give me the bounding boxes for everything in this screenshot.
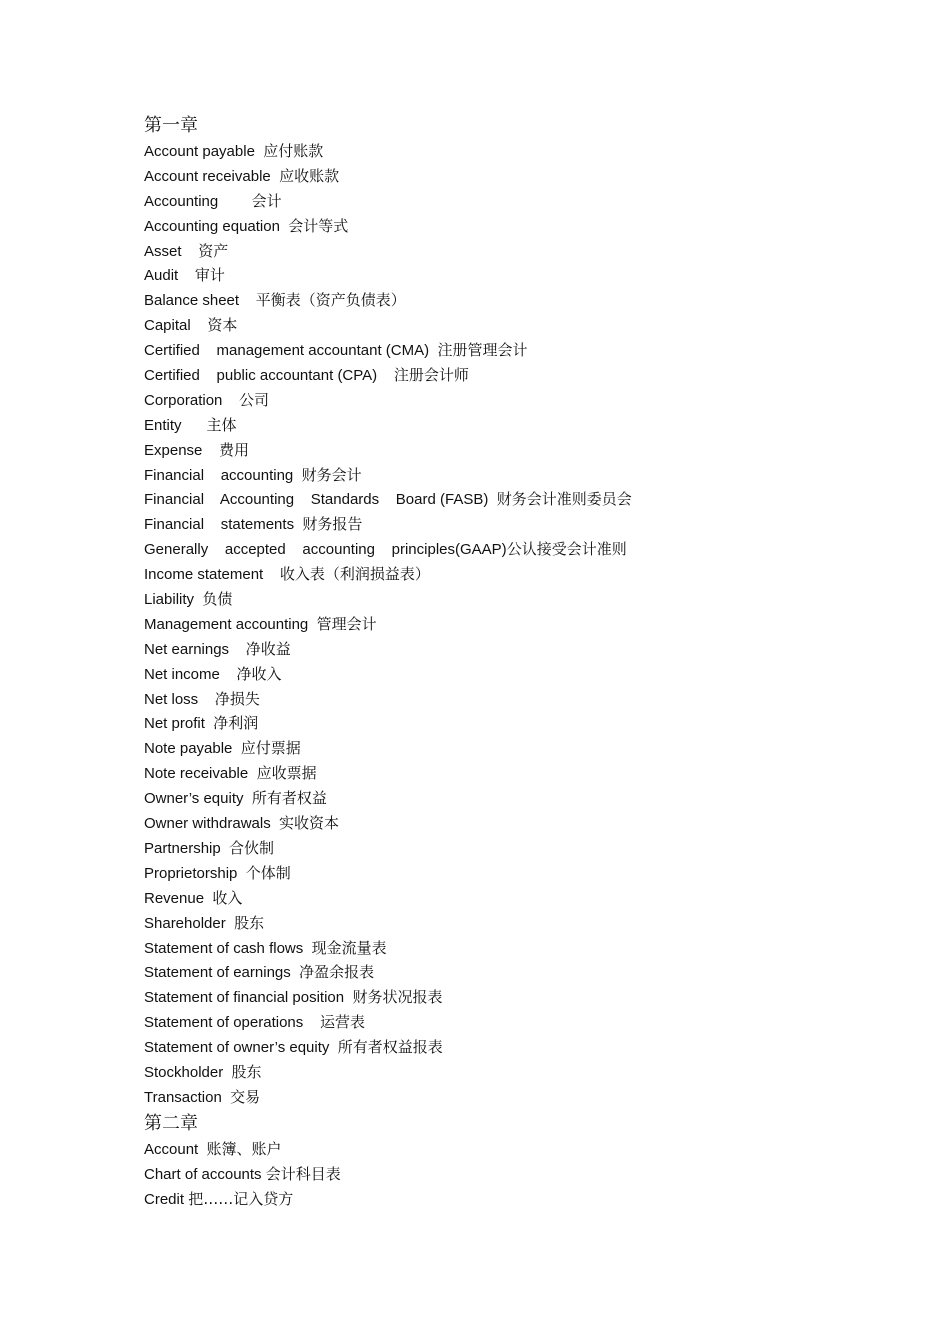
english-term: Stockholder xyxy=(144,1063,232,1081)
chinese-translation: 费用 xyxy=(219,440,250,459)
chinese-translation: 净收入 xyxy=(236,664,282,683)
chinese-translation: 把……记入贷方 xyxy=(188,1189,294,1208)
chinese-translation: 收入表（利润损益表） xyxy=(279,565,430,584)
glossary-entry xyxy=(144,263,844,288)
glossary-entry xyxy=(144,711,844,736)
chinese-translation: 审计 xyxy=(194,266,225,285)
english-term: Net profit xyxy=(144,715,214,733)
english-term: Partnership xyxy=(144,839,230,857)
glossary-entry xyxy=(144,239,844,264)
glossary-entry xyxy=(144,761,844,786)
chinese-translation: 现金流量表 xyxy=(311,938,387,957)
glossary-entry xyxy=(144,960,844,985)
glossary-entry xyxy=(144,811,844,836)
chinese-translation: 注册管理会计 xyxy=(437,341,528,360)
glossary-content xyxy=(144,112,844,1211)
english-term: Statement of cash flows xyxy=(144,939,312,957)
glossary-entry xyxy=(144,786,844,811)
chinese-translation: 净利润 xyxy=(213,714,259,733)
glossary-entry xyxy=(144,512,844,537)
chinese-translation: 应收票据 xyxy=(256,764,317,783)
glossary-entry xyxy=(144,438,844,463)
chinese-translation: 资产 xyxy=(198,241,229,260)
english-term: Revenue xyxy=(144,889,213,907)
glossary-entry xyxy=(144,288,844,313)
glossary-entry xyxy=(144,736,844,761)
chinese-translation: 净盈余报表 xyxy=(299,963,375,982)
glossary-entry xyxy=(144,413,844,438)
chinese-translation: 合伙制 xyxy=(229,838,275,857)
glossary-entry xyxy=(144,487,844,512)
chinese-translation: 会计科目表 xyxy=(265,1164,341,1183)
english-term: Transaction xyxy=(144,1088,231,1106)
english-term: Net loss xyxy=(144,690,215,708)
glossary-entry xyxy=(144,836,844,861)
chinese-translation: 应付票据 xyxy=(240,739,301,758)
english-term: Audit xyxy=(144,267,195,285)
chinese-translation: 主体 xyxy=(206,415,237,434)
english-term: Chart of accounts xyxy=(144,1165,266,1183)
chinese-translation: 财务报告 xyxy=(302,515,363,534)
glossary-entry xyxy=(144,214,844,239)
chinese-translation: 运营表 xyxy=(319,1013,365,1032)
glossary-entry xyxy=(144,313,844,338)
glossary-entry xyxy=(144,338,844,363)
english-term: Credit xyxy=(144,1190,189,1208)
english-term: Balance sheet xyxy=(144,292,256,310)
chapter-heading: 第一章 xyxy=(144,115,198,136)
english-term: Statement of earnings xyxy=(144,964,300,982)
english-term: Accounting equation xyxy=(144,217,289,235)
glossary-entry xyxy=(144,1085,844,1110)
chinese-translation: 平衡表（资产负债表） xyxy=(255,291,406,310)
english-term: Statement of operations xyxy=(144,1014,320,1032)
glossary-entry xyxy=(144,612,844,637)
english-term: Asset xyxy=(144,242,199,260)
chinese-translation: 所有者权益报表 xyxy=(337,1038,443,1057)
english-term: Financial Accounting Standards Board (FASB) xyxy=(144,491,497,509)
english-term: Corporation xyxy=(144,391,240,409)
chinese-translation: 应收账款 xyxy=(279,166,340,185)
english-term: Net income xyxy=(144,665,237,683)
english-term: Owner’s equity xyxy=(144,790,252,808)
english-term: Certified management accountant (CMA) xyxy=(144,342,438,360)
english-term: Expense xyxy=(144,441,220,459)
english-term: Accounting xyxy=(144,192,252,210)
chinese-translation: 净收益 xyxy=(245,639,291,658)
glossary-entry xyxy=(144,886,844,911)
english-term: Management accounting xyxy=(144,615,317,633)
chinese-translation: 注册会计师 xyxy=(393,366,469,385)
english-term: Account payable xyxy=(144,143,264,160)
chinese-translation: 负债 xyxy=(202,590,233,609)
glossary-entry xyxy=(144,861,844,886)
glossary-entry xyxy=(144,911,844,936)
chinese-translation: 收入 xyxy=(212,888,243,907)
english-term: Statement of owner’s equity xyxy=(144,1039,338,1057)
chinese-translation: 应付账款 xyxy=(263,142,324,160)
glossary-entry xyxy=(144,1187,844,1212)
glossary-entry xyxy=(144,537,844,562)
chinese-translation: 净损失 xyxy=(214,689,260,708)
glossary-entry xyxy=(144,189,844,214)
chinese-translation: 所有者权益 xyxy=(251,789,327,808)
english-term: Income statement xyxy=(144,566,280,584)
chinese-translation: 财务状况报表 xyxy=(352,988,443,1007)
english-term: Capital xyxy=(144,317,208,335)
chinese-translation: 会计等式 xyxy=(288,216,349,235)
glossary-entry xyxy=(144,1137,844,1162)
chinese-translation: 会计 xyxy=(251,191,282,210)
glossary-entry xyxy=(144,662,844,687)
english-term: Entity xyxy=(144,416,207,434)
chinese-translation: 财务会计准则委员会 xyxy=(496,490,632,509)
english-term: Financial accounting xyxy=(144,466,302,484)
english-term: Note receivable xyxy=(144,765,257,783)
chinese-translation: 实收资本 xyxy=(279,814,340,833)
english-term: Account receivable xyxy=(144,167,280,185)
glossary-entry xyxy=(144,463,844,488)
chinese-translation: 管理会计 xyxy=(316,614,377,633)
english-term: Liability xyxy=(144,591,203,609)
english-term: Certified public accountant (CPA) xyxy=(144,367,394,385)
english-term: Financial statements xyxy=(144,516,303,534)
chinese-translation: 财务会计 xyxy=(301,465,362,484)
glossary-entry xyxy=(144,587,844,612)
glossary-entry xyxy=(144,1162,844,1187)
english-term: Shareholder xyxy=(144,914,235,932)
english-term: Account xyxy=(144,1140,207,1158)
chapter-heading: 第二章 xyxy=(144,1112,198,1134)
glossary-entry xyxy=(144,637,844,662)
glossary-entry xyxy=(144,363,844,388)
glossary-entry xyxy=(144,687,844,712)
chinese-translation: 公认接受会计准则 xyxy=(506,540,627,559)
chinese-translation: 交易 xyxy=(230,1087,261,1106)
chinese-translation: 资本 xyxy=(207,316,238,335)
chinese-translation: 股东 xyxy=(234,913,265,932)
glossary-entry xyxy=(144,1010,844,1035)
glossary-entry xyxy=(144,562,844,587)
english-term: Owner withdrawals xyxy=(144,815,280,833)
glossary-entry xyxy=(144,164,844,189)
chinese-translation: 个体制 xyxy=(245,863,291,882)
chinese-translation: 股东 xyxy=(231,1062,262,1081)
glossary-entry xyxy=(144,985,844,1010)
chinese-translation: 公司 xyxy=(239,390,270,409)
english-term: Generally accepted accounting principles(GAAP) xyxy=(144,541,507,559)
glossary-entry xyxy=(144,1060,844,1085)
glossary-entry xyxy=(144,388,844,413)
glossary-entry xyxy=(144,1035,844,1060)
english-term: Proprietorship xyxy=(144,864,246,882)
english-term: Note payable xyxy=(144,740,241,758)
chinese-translation: 账簿、账户 xyxy=(206,1139,282,1158)
glossary-entry xyxy=(144,139,844,164)
english-term: Net earnings xyxy=(144,640,246,658)
english-term: Statement of financial position xyxy=(144,989,353,1007)
glossary-entry xyxy=(144,936,844,961)
